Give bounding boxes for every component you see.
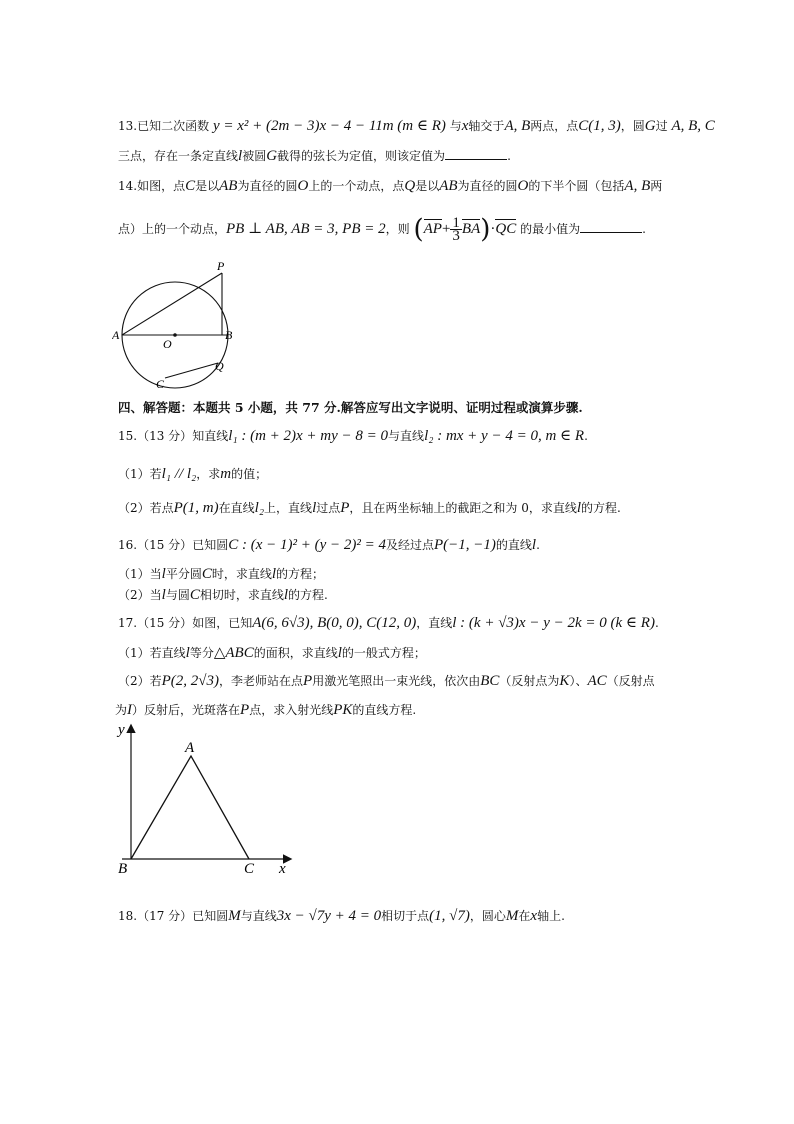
q14-line-2: [118, 212, 646, 247]
math-symbol: l: [337, 645, 342, 661]
math-symbol: O: [297, 178, 309, 194]
label-q: Q: [215, 359, 224, 373]
text: 平分圆: [165, 567, 202, 581]
math-symbol: l: [238, 148, 243, 164]
vector-ap: AP: [423, 221, 442, 237]
q13-line-2: [118, 147, 511, 164]
math-symbol: K: [559, 673, 570, 689]
math-operator: +: [441, 221, 451, 237]
text: 的值；: [231, 467, 268, 481]
text: 为: [115, 703, 128, 717]
q17-head: [118, 615, 659, 631]
math-symbol: l: [283, 587, 289, 603]
triangle-figure: [112, 718, 302, 878]
triangle-abc: [131, 756, 249, 859]
math-symbol: AB: [439, 178, 458, 194]
math-symbol: C: [201, 566, 212, 582]
math-symbol: BC: [480, 673, 500, 689]
score: （15 分）: [137, 616, 193, 630]
math-symbol: l: [161, 587, 166, 603]
question-number: 16.: [118, 538, 138, 552]
math-symbol: O: [517, 178, 529, 194]
q15-part-2: [118, 500, 621, 516]
text: ）、: [569, 674, 588, 688]
math-symbol: AC: [587, 673, 607, 689]
answer-blank[interactable]: [445, 147, 507, 160]
text: 过点: [316, 501, 341, 515]
q16-head: [118, 537, 540, 553]
text: 及经过点: [385, 538, 434, 552]
text: （2）若: [118, 674, 162, 688]
text: （1）若直线: [118, 646, 186, 660]
q18-head: [118, 908, 565, 924]
label-a: A: [112, 328, 120, 342]
text: 为直径的圆: [457, 179, 518, 193]
math-symbol: l₂: [254, 500, 265, 516]
text: 时，求直线: [211, 567, 272, 581]
line-l2-formula: l₂ : mx + y − 4 = 0, m ∈ R: [424, 428, 585, 444]
math-symbol: l: [576, 500, 582, 516]
text: （反射点: [606, 674, 655, 688]
line-formula: 3x − √7y + 4 = 0: [276, 908, 382, 924]
label-b: B: [118, 861, 128, 877]
text: 在直线: [218, 501, 255, 515]
text: .: [642, 222, 646, 236]
math-symbol: x: [461, 118, 469, 134]
math-symbol: △ABC: [213, 645, 254, 661]
math-operator: ·: [490, 221, 496, 237]
label-c: C: [244, 861, 255, 877]
math-symbol: AB: [219, 178, 238, 194]
text: 点）上的一个动点，: [118, 222, 227, 236]
text: 与直线: [240, 909, 277, 923]
label-a: A: [185, 740, 195, 756]
text: 与直线: [388, 429, 425, 443]
text: .: [584, 429, 588, 443]
text: 的直线: [495, 538, 532, 552]
vector-qc: QC: [495, 221, 517, 237]
text: 两: [650, 179, 663, 193]
text: 已知圆: [192, 538, 229, 552]
label-y: y: [118, 722, 125, 738]
text: ，且在两坐标轴上的截距之和为 0，求直线: [349, 501, 577, 515]
math-symbol: C: [185, 178, 196, 194]
math-points: A(6, 6√3), B(0, 0), C(12, 0): [252, 615, 417, 631]
center-o-dot: [173, 333, 177, 337]
text: （1）若: [118, 467, 162, 481]
math-symbol: x: [530, 908, 538, 924]
q17-part-2: [118, 673, 655, 689]
math-symbol: P: [240, 702, 250, 718]
text: 的面积，求直线: [253, 646, 338, 660]
score: （15 分）: [137, 538, 193, 552]
text: 的方程.: [288, 588, 328, 602]
label-p: P: [217, 259, 225, 273]
text: 如图，点: [137, 179, 186, 193]
math-symbol: A, B: [504, 118, 531, 134]
text: 截得的弦长为定值，则该定值为: [277, 149, 446, 163]
line-l1-formula: l₁ : (m + 2)x + my − 8 = 0: [228, 428, 389, 444]
math-symbol: l: [312, 500, 317, 516]
math-symbol: G: [644, 118, 656, 134]
question-number: 13.: [118, 119, 138, 133]
right-paren: ): [480, 214, 491, 245]
line-formula: l : (k + √3)x − y − 2k = 0 (k ∈ R): [452, 615, 655, 631]
question-number: 15.: [118, 429, 138, 443]
label-c: C: [156, 377, 165, 390]
q14-line-1: [118, 178, 662, 194]
text: ，直线: [416, 616, 453, 630]
text: 上的一个动点，点: [308, 179, 405, 193]
text: 被圆: [242, 149, 267, 163]
condition-formula: l₁ // l₂: [161, 466, 197, 482]
denominator: 3: [452, 228, 460, 244]
text: 轴交于: [468, 119, 505, 133]
math-symbol: P: [340, 500, 350, 516]
fraction-one-third: [450, 217, 462, 242]
math-symbol: l: [531, 537, 537, 553]
text: 的一般式方程；: [341, 646, 426, 660]
math-point: C(1, 3): [578, 118, 621, 134]
text: 三点，存在一条定直线: [118, 149, 239, 163]
math-point: P(2, 2√3): [161, 673, 220, 689]
text: ，李老师站在点: [219, 674, 304, 688]
circle-formula: C : (x − 1)² + (y − 2)² = 4: [228, 537, 386, 553]
q15-part-1: [118, 466, 267, 482]
text: 已知二次函数: [137, 119, 210, 133]
math-point: (1, √7): [429, 908, 470, 924]
math-symbol: C: [189, 587, 200, 603]
text: ，圆心: [469, 909, 506, 923]
math-symbol: l: [161, 566, 166, 582]
q16-part-2: [118, 587, 328, 603]
text: 知直线: [192, 429, 229, 443]
text: ，圆: [620, 119, 645, 133]
score: （17 分）: [137, 909, 193, 923]
math-symbol: M: [505, 908, 519, 924]
text: （2）当: [118, 588, 162, 602]
math-point: P(−1, −1): [434, 537, 496, 553]
text: 为直径的圆: [237, 179, 298, 193]
math-symbol: I: [127, 702, 133, 718]
text: 已知圆: [192, 909, 229, 923]
text: 点，求入射光线: [249, 703, 334, 717]
numerator: 1: [452, 215, 460, 231]
text: ，则: [385, 222, 410, 236]
text: .: [536, 538, 540, 552]
text: 与: [449, 119, 462, 133]
condition-formula: PB ⊥ AB, AB = 3, PB = 2: [226, 221, 386, 237]
q13-line-1: [118, 118, 715, 134]
text: 相切于点: [381, 909, 430, 923]
text: 相切时，求直线: [199, 588, 284, 602]
text: 上，直线: [264, 501, 313, 515]
text: 过: [655, 119, 668, 133]
question-number: 18.: [118, 909, 138, 923]
q17-part-1: [118, 645, 426, 661]
score: （13 分）: [137, 429, 193, 443]
text: 的方程；: [276, 567, 325, 581]
text: （1）当: [118, 567, 162, 581]
question-number: 17.: [118, 616, 138, 630]
math-symbol: M: [228, 908, 241, 924]
question-number: 14.: [118, 179, 138, 193]
text: 是以: [415, 179, 440, 193]
vector-ba: BA: [461, 221, 481, 237]
math-symbol: m: [220, 466, 232, 482]
text: ，求: [196, 467, 221, 481]
math-symbol: A, B, C: [671, 118, 715, 134]
math-symbol: l: [271, 566, 277, 582]
left-paren: (: [413, 214, 424, 245]
function-formula: y = x² + (2m − 3)x − 4 − 11m (m ∈ R): [212, 118, 446, 134]
text: 如图，已知: [192, 616, 253, 630]
math-symbol: P: [303, 673, 313, 689]
text: .: [507, 149, 511, 163]
q16-part-1: [118, 566, 324, 582]
label-b: B: [225, 328, 233, 342]
text: 两点，点: [530, 119, 579, 133]
text: 轴上.: [537, 909, 565, 923]
math-symbol: Q: [404, 178, 416, 194]
q15-head: [118, 428, 588, 444]
answer-blank[interactable]: [580, 220, 642, 233]
text: 是以: [195, 179, 220, 193]
text: 的方程.: [581, 501, 621, 515]
segment-cq: [165, 363, 218, 378]
text: 的下半个圆（包括: [528, 179, 625, 193]
text: 的直线方程.: [352, 703, 417, 717]
math-symbol: l: [185, 645, 190, 661]
text: 在: [518, 909, 531, 923]
text: 与圆: [165, 588, 190, 602]
text: （反射点为: [499, 674, 560, 688]
math-symbol: G: [266, 148, 278, 164]
math-point: P(1, m): [173, 500, 219, 516]
label-o: O: [163, 337, 172, 351]
q17-part-2-cont: [115, 702, 416, 718]
circle-figure: [112, 258, 247, 390]
text: 用激光笔照出一束光线，依次由: [312, 674, 481, 688]
text: 的最小值为: [520, 222, 581, 236]
label-x: x: [279, 861, 286, 877]
text: .: [654, 616, 659, 630]
text: （2）若点: [118, 501, 174, 515]
math-symbol: PK: [333, 702, 353, 718]
text: ）反射后，光斑落在: [132, 703, 241, 717]
text: 等分: [189, 646, 214, 660]
section-heading: 四、解答题：本题共 5 小题，共 77 分.解答应写出文字说明、证明过程或演算步骤.: [118, 400, 583, 415]
math-symbol: A, B: [624, 178, 651, 194]
